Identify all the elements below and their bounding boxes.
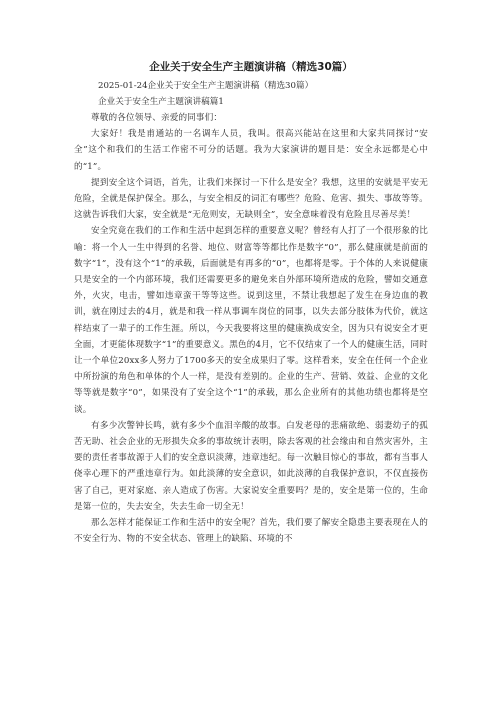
section-subtitle: 企业关于安全生产主题演讲稿篇1 bbox=[98, 97, 224, 107]
paragraph-warnings: 有多少次警钟长鸣，就有多少个血泪辛酸的故事。白发老母的悲痛欲绝、弱妻幼子的孤苦无助、社会企业的无形损失众多的事故统计表明，除去客观的社会缘由和自然灾害外，主要的责任者事故源于人们的安全意识淡薄，违章违纪。每一次触目惊心的事故，都有当事人侥幸心理下的严重违章行为。如此淡薄的安全意识，如此淡薄的自我保护意识，不仅直接伤害了自己，更对家庭、亲人造成了伤害。大家说安全重要吗？是的，安全是第一位的，生命是第一位的，失去安全，失去生命一切全无！ bbox=[74, 420, 428, 512]
document-title: 企业关于安全生产主题演讲稿（精选30篇） bbox=[149, 61, 353, 73]
paragraph-definition: 提到安全这个词语，首先，让我们来探讨一下什么是安全？我想，这里的安就是平安无危险，全就是保护保全。那么，与安全相反的词汇有哪些？危险、危害、损失、事故等等。这就告诉我们大家，安全就是“无危则安，无缺则全”，安全意味着没有危险且尽善尽美！ bbox=[74, 177, 428, 221]
paragraph-salutation: 尊敬的各位领导、亲爱的同事们： bbox=[91, 113, 223, 123]
date-line: 2025-01-24企业关于安全生产主题演讲稿（精选30篇） bbox=[98, 81, 314, 91]
paragraph-how-to-ensure: 那么怎样才能保证工作和生活中的安全呢？首先，我们要了解安全隐患主要表现在人的不安全行为、物的不安全状态、管理上的缺陷、环境的不 bbox=[74, 518, 428, 545]
paragraph-significance: 安全究竟在我们的工作和生活中起到怎样的重要意义呢？曾经有人打了一个很形象的比喻：将一个人一生中得到的名誉、地位、财富等等都比作是数字“0”，那么健康就是前面的数字“1”，没有这个“1”的承载，后面就是有再多的“0”，也都将是零。于个体的人来说健康只是安全的一个内部环境，我们还需要更多的避免来自外部环境所造成的危险，譬如交通意外，火灾，电击，譬如违章蛮干等等这些。说到这里，不禁让我想起了发生在身边血的教训，就在刚过去的4月，就是和我一样从事调车岗位的同事，以失去部分肢体为代价，就这样结束了一辈子的工作生涯。所以，今天我要将这里的健康换成安全，因为只有说安全才更全面，才更能体现数字“1”的重要意义。黑色的4月，它不仅结束了一个人的健康生活，同时让一个单位20xx多人努力了1700多天的安全成果归了零。这样看来，安全在任何一个企业中所扮演的角色和单体的个人一样，是没有差别的。企业的生产、营销、效益、企业的文化等等就是数字“0”，如果没有了安全这个“1”的承载，那么企业所有的其他功绩也都将是空谈。 bbox=[74, 226, 428, 415]
paragraph-greeting: 大家好！我是甫通站的一名调车人员，我叫。很高兴能站在这里和大家共同探讨“安全”这个和我们的生活工作密不可分的话题。我为大家演讲的题目是：安全永远都是心中的“1”。 bbox=[74, 129, 428, 172]
